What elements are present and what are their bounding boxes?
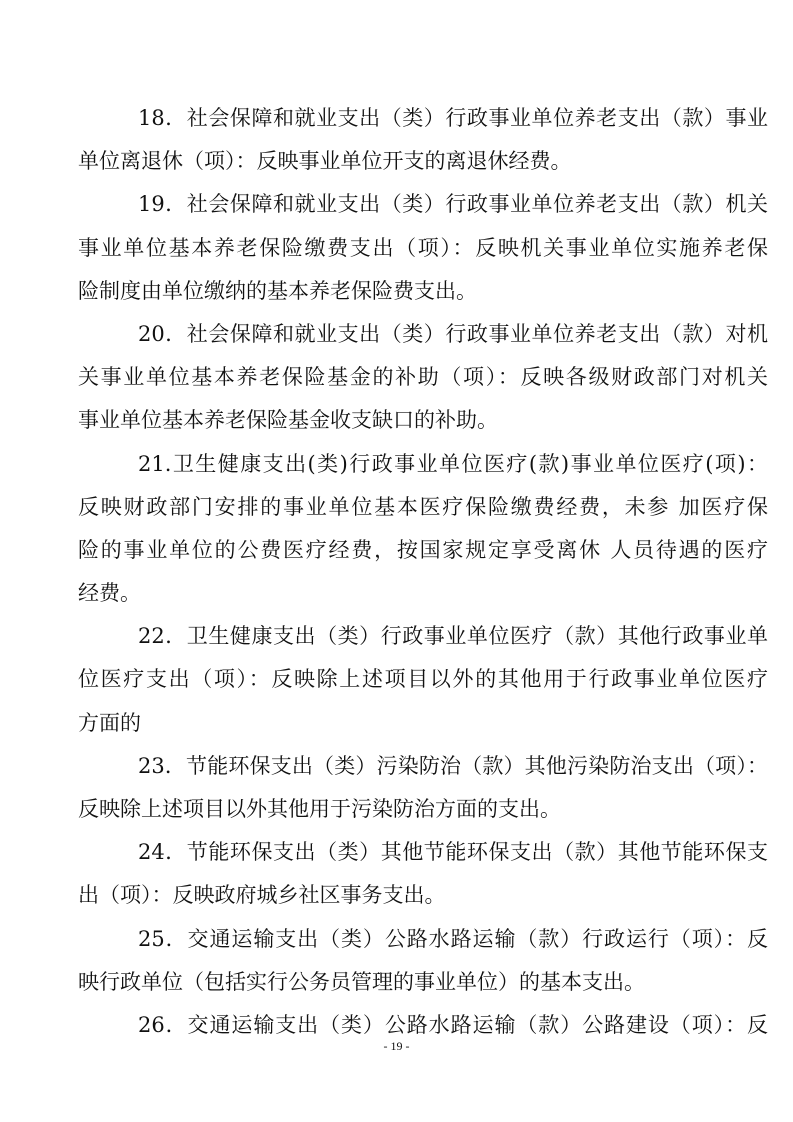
- text-line: 反映除上述项目以外其他用于污染防治方面的支出。: [78, 797, 561, 821]
- paragraph: [78, 97, 768, 183]
- text-line: 反映财政部门安排的事业单位基本医疗保险缴费经费，未参 加医疗保: [78, 494, 768, 519]
- paragraph: [78, 183, 768, 313]
- text-line: 位医疗支出（项）：反映除上述项目以外的其他用于行政事业单位医疗: [78, 667, 768, 692]
- text-line: 25．交通运输支出（类）公路水路运输（款）行政运行（项）：反: [138, 926, 768, 951]
- paragraph: [78, 831, 768, 917]
- text-line: 经费。: [78, 581, 141, 606]
- paragraph: [78, 313, 768, 443]
- paragraph: [78, 745, 768, 831]
- text-line: 方面的: [78, 710, 141, 735]
- page-number: - 19 -: [383, 1039, 410, 1053]
- text-line: 事业单位基本养老保险缴费支出（项）：反映机关事业单位实施养老保: [78, 235, 768, 260]
- paragraph: [78, 615, 768, 745]
- text-line: 23．节能环保支出（类）污染防治（款）其他污染防治支出（项）：: [138, 753, 768, 778]
- text-line: 21.卫生健康支出(类)行政事业单位医疗(款)事业单位医疗(项)：: [138, 451, 768, 476]
- text-line: 关事业单位基本养老保险基金的补助（项）：反映各级财政部门对机关: [78, 365, 768, 390]
- paragraph: [78, 918, 768, 1004]
- text-line: 映行政单位（包括实行公务员管理的事业单位）的基本支出。: [78, 969, 645, 994]
- text-line: 19．社会保障和就业支出（类）行政事业单位养老支出（款）机关: [138, 192, 768, 217]
- text-line: 24．节能环保支出（类）其他节能环保支出（款）其他节能环保支: [138, 840, 768, 865]
- paragraph: [78, 443, 768, 616]
- document-body: [78, 97, 768, 1047]
- text-line: 26．交通运输支出（类）公路水路运输（款）公路建设（项）：反: [138, 1012, 768, 1037]
- text-line: 事业单位基本养老保险基金收支缺口的补助。: [78, 408, 498, 433]
- text-line: 险制度由单位缴纳的基本养老保险费支出。: [78, 278, 477, 303]
- text-line: 单位离退休（项）：反映事业单位开支的离退休经费。: [78, 149, 572, 174]
- text-line: 20．社会保障和就业支出（类）行政事业单位养老支出（款）对机: [138, 321, 768, 346]
- text-line: 险的事业单位的公费医疗经费，按国家规定享受离休 人员待遇的医疗: [78, 537, 768, 562]
- text-line: 22．卫生健康支出（类）行政事业单位医疗（款）其他行政事业单: [138, 624, 768, 649]
- text-line: 18．社会保障和就业支出（类）行政事业单位养老支出（款）事业: [138, 106, 768, 130]
- text-line: 出（项）：反映政府城乡社区事务支出。: [78, 883, 446, 908]
